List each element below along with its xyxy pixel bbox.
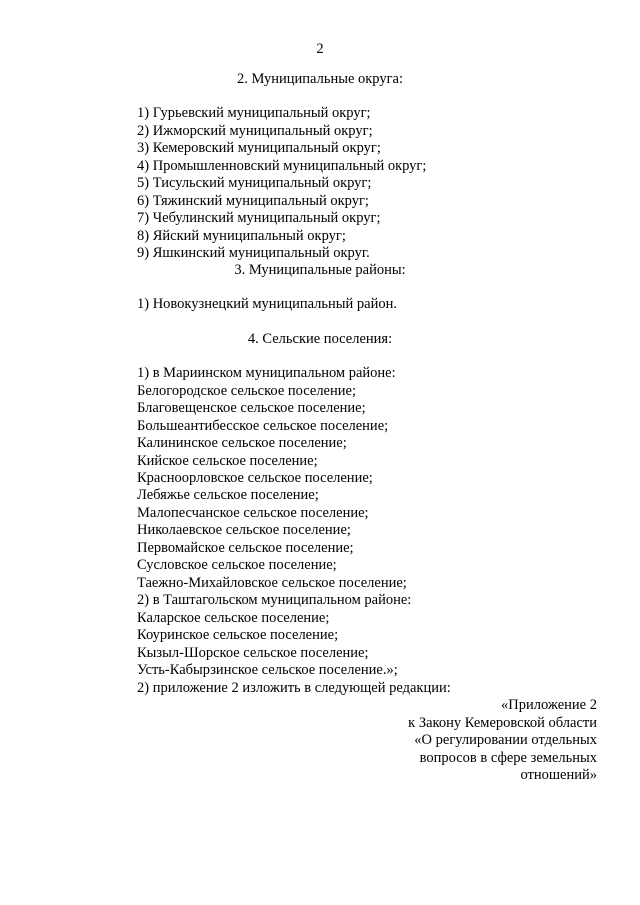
list-item: 7) Чебулинский муниципальный округ; bbox=[137, 210, 381, 226]
page-number: 2 bbox=[316, 41, 324, 57]
list-item: 9) Яшкинский муниципальный округ. bbox=[137, 245, 370, 261]
list-item: Благовещенское сельское поселение; bbox=[137, 400, 366, 416]
section-4-heading: 4. Сельские поселения: bbox=[247, 331, 393, 347]
list-item: Красноорловское сельское поселение; bbox=[137, 470, 373, 486]
list-item: Малопесчанское сельское поселение; bbox=[137, 505, 369, 521]
list-item: Лебяжье сельское поселение; bbox=[137, 487, 319, 503]
list-item: Кызыл-Шорское сельское поселение; bbox=[137, 645, 369, 661]
appendix-heading-line: отношений» bbox=[520, 767, 597, 783]
list-item: 3) Кемеровский муниципальный округ; bbox=[137, 140, 381, 156]
appendix-heading-line: «Приложение 2 bbox=[501, 697, 597, 713]
list-item: 1) Гурьевский муниципальный округ; bbox=[137, 105, 371, 121]
list-item: 5) Тисульский муниципальный округ; bbox=[137, 175, 372, 191]
section-3-heading: 3. Муниципальные районы: bbox=[234, 262, 406, 278]
list-item: 4) Промышленновский муниципальный округ; bbox=[137, 158, 427, 174]
section-2-heading: 2. Муниципальные округа: bbox=[236, 71, 404, 87]
appendix-heading-line: к Закону Кемеровской области bbox=[408, 715, 597, 731]
list-item: Сусловское сельское поселение; bbox=[137, 557, 337, 573]
list-item: Николаевское сельское поселение; bbox=[137, 522, 351, 538]
list-item: 8) Яйский муниципальный округ; bbox=[137, 228, 346, 244]
group-title: 1) в Мариинском муниципальном районе: bbox=[137, 365, 396, 381]
list-item: Кийское сельское поселение; bbox=[137, 453, 318, 469]
list-item: Таежно-Михайловское сельское поселение; bbox=[137, 575, 407, 591]
list-item: 6) Тяжинский муниципальный округ; bbox=[137, 193, 369, 209]
list-item: Усть-Кабырзинское сельское поселение.»; bbox=[137, 662, 398, 678]
instruction-text: 2) приложение 2 изложить в следующей редакции: bbox=[137, 680, 451, 696]
group-title: 2) в Таштагольском муниципальном районе: bbox=[137, 592, 412, 608]
list-item: Каларское сельское поселение; bbox=[137, 610, 330, 626]
list-item: Белогородское сельское поселение; bbox=[137, 383, 356, 399]
list-item: Калининское сельское поселение; bbox=[137, 435, 347, 451]
list-item: Большеантибесское сельское поселение; bbox=[137, 418, 389, 434]
list-item: Первомайское сельское поселение; bbox=[137, 540, 354, 556]
appendix-heading-line: «О регулировании отдельных bbox=[414, 732, 597, 748]
list-item: 1) Новокузнецкий муниципальный район. bbox=[137, 296, 397, 312]
list-item: 2) Ижморский муниципальный округ; bbox=[137, 123, 373, 139]
appendix-heading-line: вопросов в сфере земельных bbox=[419, 750, 597, 766]
list-item: Коуринское сельское поселение; bbox=[137, 627, 339, 643]
